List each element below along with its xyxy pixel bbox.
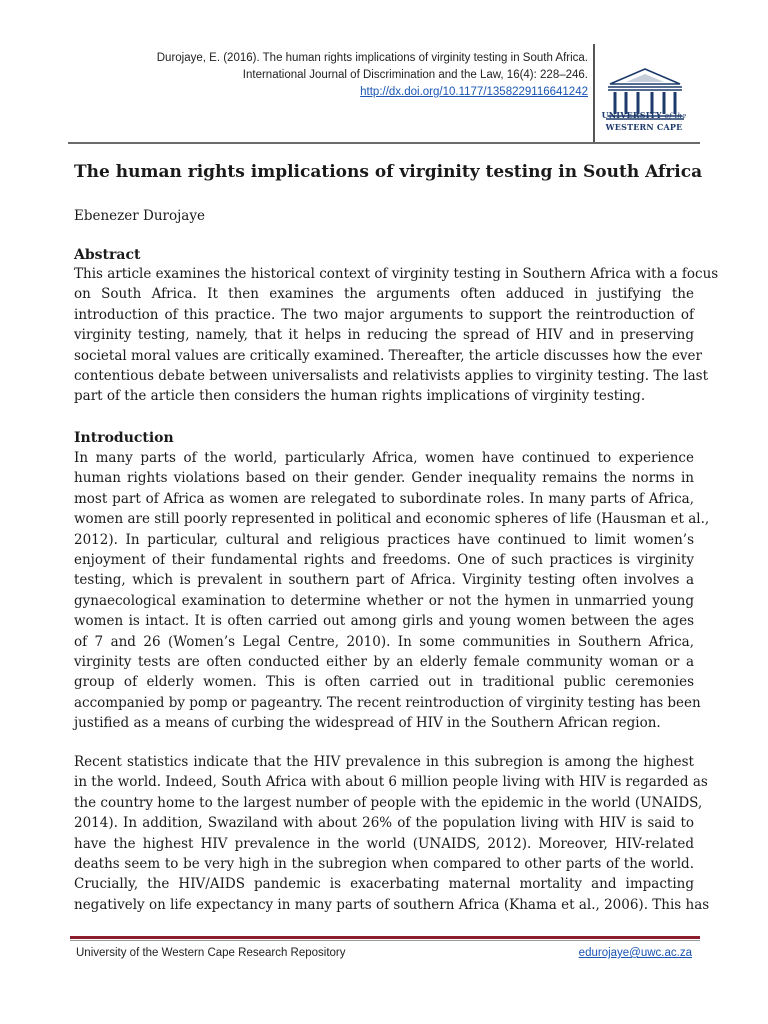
footer-repository: University of the Western Cape Research Repository bbox=[76, 947, 346, 959]
header-divider bbox=[68, 142, 700, 144]
text-line: women is intact. It is often carried out among girls and young women between the ages bbox=[74, 613, 694, 630]
text-line: the country home to the largest number of people with the epidemic in the world (UNAIDS, bbox=[74, 794, 703, 811]
text-line: part of the article then considers the human rights implications of virginity testing. bbox=[74, 388, 646, 405]
logo-university: UNIVERSITY bbox=[601, 110, 662, 120]
text-line: introduction of this practice. The two major arguments to support the reintroduction of bbox=[74, 306, 694, 323]
text-line: deaths seem to be very high in the subregion when compared to other parts of the world. bbox=[74, 856, 694, 873]
text-line: most part of Africa as women are relegated to subordinate roles. In many parts of Africa, bbox=[74, 490, 694, 507]
text-line: justified as a means of curbing the widespread of HIV in the Southern African region. bbox=[74, 715, 661, 732]
text-line: group of elderly women. This is often carried out in traditional public ceremonies bbox=[74, 674, 694, 691]
footer-rule bbox=[70, 936, 700, 939]
text-line: contentious debate between universalists and relativists applies to virginity testing. The last bbox=[74, 368, 709, 385]
introduction-paragraph-2 bbox=[74, 752, 710, 915]
header-divider-vertical bbox=[593, 44, 595, 142]
citation-block bbox=[90, 50, 588, 101]
text-line: Recent statistics indicate that the HIV prevalence in this subregion is among the highest bbox=[74, 754, 694, 770]
text-line: In many parts of the world, particularly Africa, women have continued to experience bbox=[74, 450, 694, 466]
text-line: virginity testing, namely, that it helps in reducing the spread of HIV and in preserving bbox=[74, 327, 694, 344]
text-line: enjoyment of their fundamental rights and freedoms. One of such practices is virginity bbox=[74, 552, 694, 569]
text-line: 2012). In particular, cultural and religious practices have continued to limit women’s bbox=[74, 531, 694, 548]
logo-of-the: of the bbox=[664, 112, 687, 120]
text-line: of 7 and 26 (Women’s Legal Centre, 2010). In some communities in Southern Africa, bbox=[74, 633, 694, 650]
text-line: accompanied by pomp or pageantry. The recent reintroduction of virginity testing has been bbox=[74, 694, 701, 711]
citation-line-2: International Journal of Discrimination and the Law, 16(4): 228–246. bbox=[242, 69, 588, 81]
introduction-paragraph-1 bbox=[74, 448, 710, 734]
text-line: virginity tests are often conducted either by an elderly female community woman or a bbox=[74, 654, 694, 671]
footer-rule-thin bbox=[70, 940, 700, 941]
citation-line-1: Durojaye, E. (2016). The human rights implications of virginity testing in South Africa. bbox=[156, 52, 588, 64]
text-line: have the highest HIV prevalence in the world (UNAIDS, 2012). Moreover, HIV-related bbox=[74, 835, 694, 852]
logo-western-cape: WESTERN CAPE bbox=[605, 122, 683, 132]
university-logo-text bbox=[598, 110, 690, 133]
text-line: on South Africa. It then examines the arguments often adduced in justifying the bbox=[74, 286, 694, 303]
text-line: negatively on life expectancy in many parts of southern Africa (Khama et al., 2006). This has bbox=[74, 896, 710, 913]
text-line: human rights violations based on their gender. Gender inequality remains the norms in bbox=[74, 470, 694, 487]
text-line: societal moral values are critically examined. Thereafter, the article discusses how the ever bbox=[74, 347, 702, 364]
article-title: The human rights implications of virginity testing in South Africa bbox=[74, 162, 703, 182]
text-line: Crucially, the HIV/AIDS pandemic is exacerbating maternal mortality and impacting bbox=[74, 876, 694, 893]
text-line: women are still poorly represented in political and economic spheres of life (Hausman et al., bbox=[74, 511, 710, 528]
abstract-heading: Abstract bbox=[74, 247, 141, 263]
text-line: This article examines the historical context of virginity testing in Southern Africa with a focus bbox=[74, 266, 719, 282]
article-author: Ebenezer Durojaye bbox=[74, 208, 205, 224]
doi-link[interactable]: http://dx.doi.org/10.1177/1358229116641242 bbox=[360, 86, 588, 98]
text-line: gynaecological examination to determine whether or not the hymen in unmarried young bbox=[74, 592, 694, 609]
footer-email-link[interactable]: edurojaye@uwc.ac.za bbox=[578, 947, 692, 959]
text-line: testing, which is prevalent in southern part of Africa. Virginity testing often involves a bbox=[74, 572, 694, 589]
text-line: 2014). In addition, Swaziland with about 26% of the population living with HIV is said to bbox=[74, 815, 694, 832]
text-line: in the world. Indeed, South Africa with about 6 million people living with HIV is regarded as bbox=[74, 774, 708, 791]
abstract-paragraph bbox=[74, 264, 719, 407]
introduction-heading: Introduction bbox=[74, 430, 174, 446]
